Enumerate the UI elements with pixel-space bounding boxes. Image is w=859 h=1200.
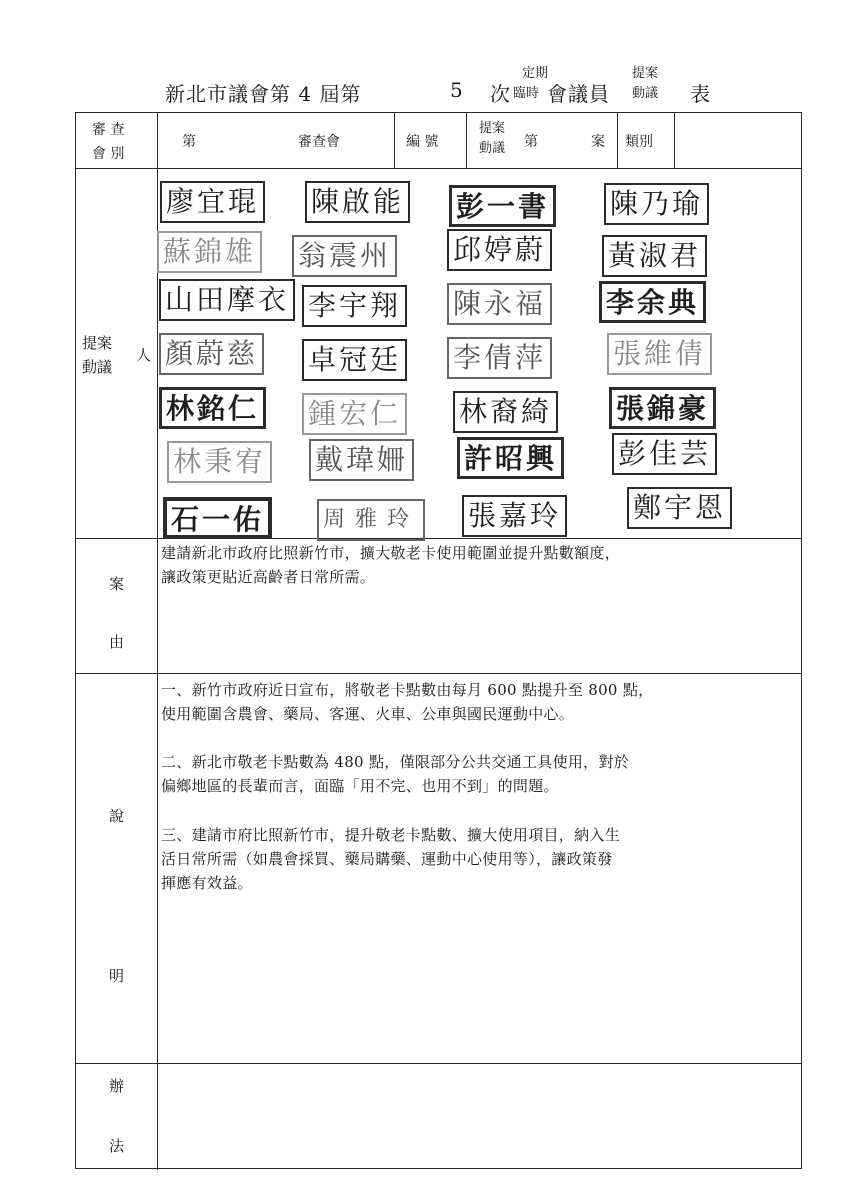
proposer-seal: 陳永福 <box>447 283 552 325</box>
row-divider <box>76 1063 801 1064</box>
method-label-line1: 辦 <box>109 1077 125 1095</box>
row-divider <box>76 673 801 674</box>
proposer-seal: 邱婷蔚 <box>447 229 552 271</box>
explanation-line: 偏鄉地區的長輩而言，面臨「用不完、也用不到」的問題。 <box>161 777 559 795</box>
reason-label-line1: 案 <box>109 575 125 593</box>
explanation-paragraph-3 <box>161 823 620 895</box>
title-kind-proposal: 提案 <box>632 66 659 81</box>
header-column-divider <box>394 113 395 168</box>
proposer-seal: 卓冠廷 <box>302 339 407 381</box>
proposer-seal: 顏蔚慈 <box>159 333 264 375</box>
proposer-seal: 陳啟能 <box>305 181 410 223</box>
proposer-seal: 山田摩衣 <box>159 279 295 321</box>
proposer-seal: 戴瑋姍 <box>309 439 414 481</box>
proposer-seal: 張嘉玲 <box>462 495 567 537</box>
explanation-line: 使用範圍含農會、藥局、客運、火車、公車與國民運動中心。 <box>161 705 575 723</box>
explanation-line: 活日常所需（如農會採買、藥局購藥、運動中心使用等），讓政策發 <box>161 850 613 868</box>
explanation-label-line1: 說 <box>109 807 125 825</box>
explanation-line: 揮應有效益。 <box>161 874 253 892</box>
number-label: 編 號 <box>406 134 439 150</box>
proposer-seal: 林裔綺 <box>453 391 558 433</box>
reason-label-line2: 由 <box>109 633 125 651</box>
category-label: 類別 <box>625 134 653 150</box>
proposer-seal: 蘇錦雄 <box>157 231 262 273</box>
proposer-seal: 張錦豪 <box>609 387 716 429</box>
proposer-seal: 石一佑 <box>163 497 272 539</box>
title-council: 會議員 <box>547 82 610 106</box>
header-di2: 第 <box>524 134 538 150</box>
proposer-seal: 林秉宥 <box>167 441 272 483</box>
title-type-regular: 定期 <box>522 66 549 81</box>
header-motion-proposal: 提案 <box>479 121 506 136</box>
header-column-divider <box>674 113 675 168</box>
review-label-line2: 會 別 <box>92 146 125 162</box>
header-motion-motion: 動議 <box>479 141 506 156</box>
proposer-seal: 彭佳芸 <box>612 433 717 475</box>
reason-text <box>161 541 620 589</box>
review-label-line1: 審 查 <box>92 122 125 138</box>
row-divider <box>76 168 801 169</box>
reason-line: 讓政策更貼近高齡者日常所需。 <box>161 568 376 586</box>
proposer-label-ren: 人 <box>136 346 152 364</box>
explanation-label-line2: 明 <box>109 967 125 985</box>
method-label-line2: 法 <box>109 1137 125 1155</box>
proposer-seal: 李余典 <box>599 281 706 323</box>
proposer-seal: 周雅玲 <box>317 499 425 541</box>
reason-line: 建請新北市政府比照新竹市，擴大敬老卡使用範圍並提升點數額度， <box>161 544 621 562</box>
proposer-seal: 鍾宏仁 <box>302 393 407 435</box>
explanation-line: 三、建請市府比照新竹市，提升敬老卡點數、擴大使用項目，納入生 <box>161 826 621 844</box>
title-kind-motion: 動議 <box>632 86 659 101</box>
motion-form-table <box>75 112 802 1169</box>
title-session-number: 5 <box>450 78 464 102</box>
proposer-seal: 李倩萍 <box>447 337 552 379</box>
proposer-seal: 林銘仁 <box>159 387 266 429</box>
proposer-label-line1: 提案 <box>82 334 113 352</box>
header-di: 第 <box>182 134 196 150</box>
page-title <box>165 62 725 112</box>
proposer-seal: 彭一書 <box>449 185 556 227</box>
proposer-seal: 李宇翔 <box>302 285 407 327</box>
explanation-paragraph-1 <box>161 678 653 726</box>
proposer-signatures <box>157 175 757 535</box>
proposer-seal: 黃淑君 <box>602 235 707 277</box>
proposer-seal: 廖宜琨 <box>160 181 265 223</box>
explanation-paragraph-2 <box>161 750 629 798</box>
proposer-seal: 許昭興 <box>457 437 564 479</box>
review-committee-label: 審查會 <box>298 134 340 150</box>
explanation-line: 一、新竹市政府近日宣布，將敬老卡點數由每月 600 點提升至 800 點， <box>161 681 654 699</box>
title-suffix: 表 <box>690 82 711 106</box>
title-ci: 次 <box>490 82 511 106</box>
title-prefix: 新北市議會第 4 屆第 <box>165 82 362 106</box>
proposer-label-line2: 動議 <box>82 358 113 376</box>
header-column-divider <box>617 113 618 168</box>
title-type-extraordinary: 臨時 <box>513 86 540 101</box>
proposer-seal: 翁震州 <box>292 235 397 277</box>
header-an: 案 <box>591 134 605 150</box>
proposer-seal: 張維倩 <box>607 333 712 375</box>
explanation-line: 二、新北市敬老卡點數為 480 點，僅限部分公共交通工具使用，對於 <box>161 753 630 771</box>
proposer-seal: 鄭宇恩 <box>627 487 732 529</box>
proposer-seal: 陳乃瑜 <box>604 183 709 225</box>
header-column-divider <box>466 113 467 168</box>
